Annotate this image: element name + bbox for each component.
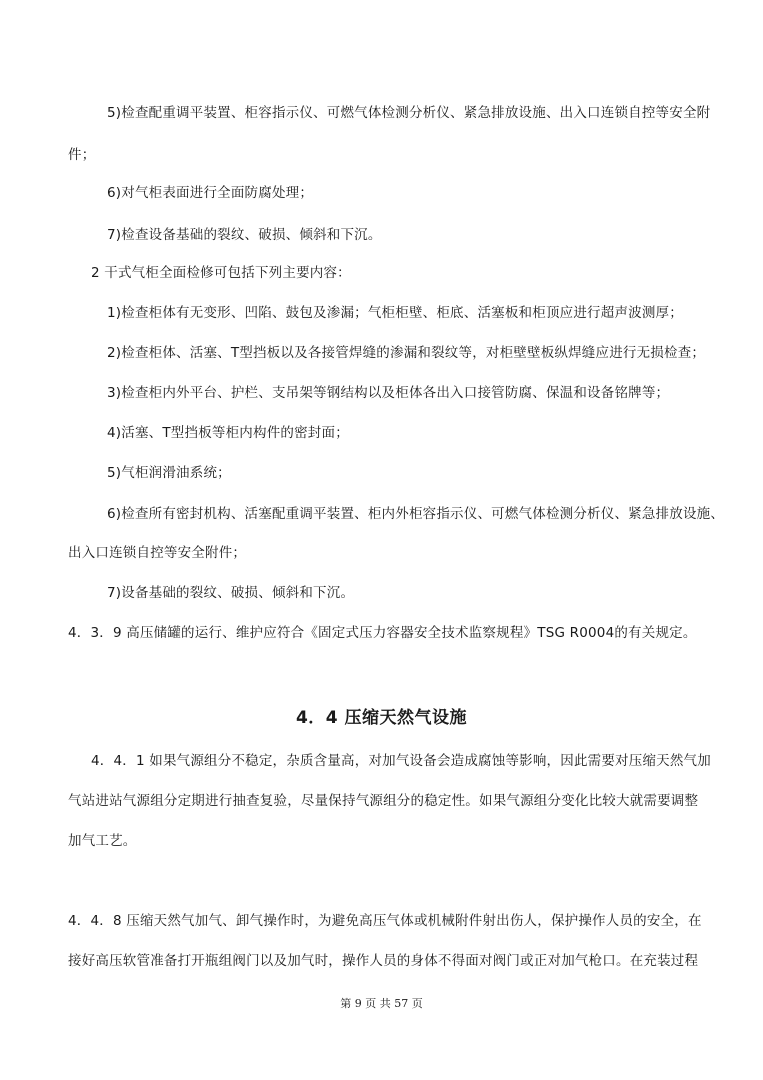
- clause-4-4-8-line: 接好高压软管准备打开瓶组阀门以及加气时，操作人员的身体不得面对阀门或正对加气枪口。在充装过程: [68, 953, 699, 969]
- text-line: 出入口连锁自控等安全附件；: [68, 545, 247, 561]
- clause-4-3-9: 4．3．9 高压储罐的运行、维护应符合《固定式压力容器安全技术监察规程》TSG R0004的有关规定。: [68, 625, 697, 641]
- text-line: 4)活塞、T型挡板等柜内构件的密封面；: [107, 425, 349, 441]
- clause-4-4-1-line: 气站进站气源组分定期进行抽查复验，尽量保持气源组分的稳定性。如果气源组分变化比较大就需要调整: [68, 793, 699, 809]
- clause-4-4-1-line: 4．4．1 如果气源组分不稳定，杂质含量高，对加气设备会造成腐蚀等影响，因此需要对压缩天然气加: [91, 753, 711, 769]
- text-line: 7)检查设备基础的裂纹、破损、倾斜和下沉。: [107, 227, 382, 243]
- text-line: 件；: [68, 147, 96, 163]
- clause-4-4-8-line: 4．4．8 压缩天然气加气、卸气操作时，为避免高压气体或机械附件射出伤人，保护操作人员的安全，在: [68, 913, 702, 929]
- text-line: 7)设备基础的裂纹、破损、倾斜和下沉。: [107, 585, 355, 601]
- text-line: 6)检查所有密封机构、活塞配重调平装置、柜内外柜容指示仪、可燃气体检测分析仪、紧急排放设施、: [107, 506, 725, 522]
- text-line: 2 干式气柜全面检修可包括下列主要内容：: [91, 265, 351, 281]
- text-line: 5)气柜润滑油系统；: [107, 465, 231, 481]
- clause-4-4-1-line: 加气工艺。: [68, 833, 137, 849]
- text-line: 3)检查柜内外平台、护栏、支吊架等钢结构以及柜体各出入口接管防腐、保温和设备铭牌等；: [107, 385, 670, 401]
- page-footer: 第 9 页 共 57 页: [340, 997, 423, 1010]
- text-line: 2)检查柜体、活塞、T型挡板以及各接管焊缝的渗漏和裂纹等，对柜壁壁板纵焊缝应进行无损检查；: [107, 345, 706, 361]
- text-line: 1)检查柜体有无变形、凹陷、鼓包及渗漏；气柜柜壁、柜底、活塞板和柜顶应进行超声波测厚；: [107, 305, 683, 321]
- section-heading: 4．4 压缩天然气设施: [295, 708, 468, 728]
- text-line: 6)对气柜表面进行全面防腐处理；: [107, 185, 314, 201]
- text-line: 5)检查配重调平装置、柜容指示仪、可燃气体检测分析仪、紧急排放设施、出入口连锁自控等安全附: [107, 105, 711, 121]
